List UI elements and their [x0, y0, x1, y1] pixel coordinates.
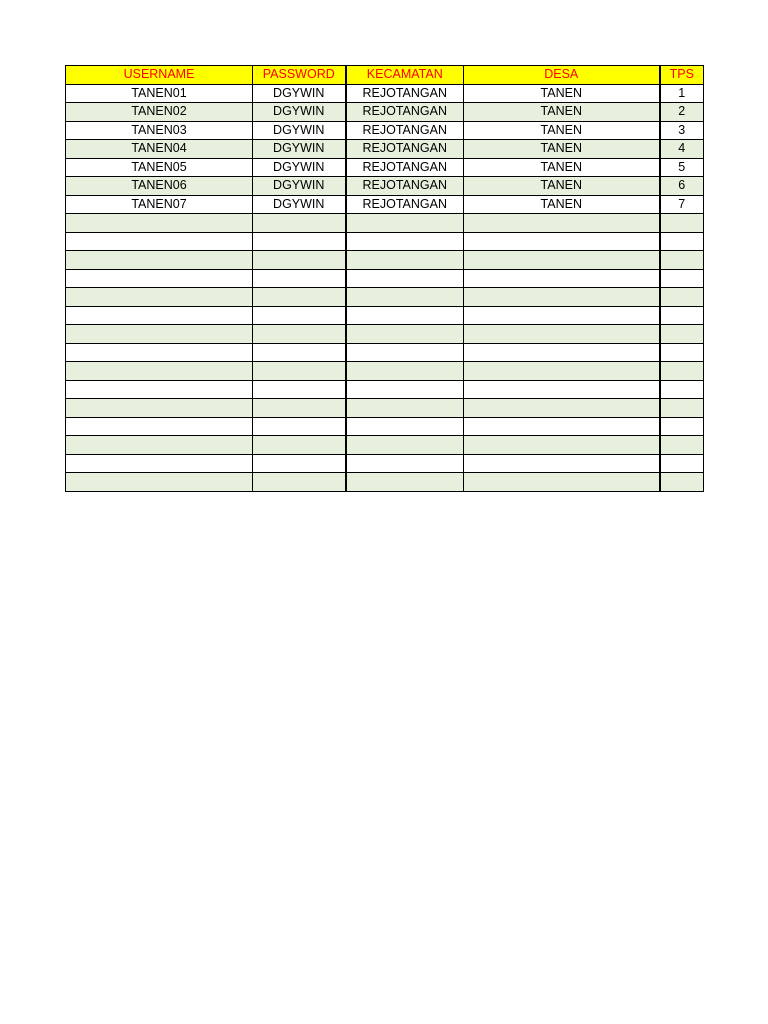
credentials-table [65, 65, 704, 492]
table-row [66, 362, 704, 381]
kecamatan-cell [346, 288, 464, 307]
table-row [66, 121, 704, 140]
password-cell [253, 251, 346, 270]
tps-cell [660, 343, 704, 362]
table-row [66, 473, 704, 492]
table-row [66, 158, 704, 177]
table-row [66, 251, 704, 270]
username-cell [66, 251, 253, 270]
desa-cell: TANEN [464, 195, 660, 214]
kecamatan-cell [346, 269, 464, 288]
username-cell: TANEN07 [66, 195, 253, 214]
tps-cell [660, 251, 704, 270]
tps-cell [660, 473, 704, 492]
username-cell: TANEN06 [66, 177, 253, 196]
desa-cell [464, 343, 660, 362]
password-cell: DGYWIN [253, 140, 346, 159]
tps-cell: 3 [660, 121, 704, 140]
desa-cell [464, 306, 660, 325]
kecamatan-cell: REJOTANGAN [346, 195, 464, 214]
kecamatan-cell [346, 399, 464, 418]
password-cell: DGYWIN [253, 103, 346, 122]
table-row [66, 84, 704, 103]
username-cell [66, 454, 253, 473]
table-row [66, 288, 704, 307]
password-cell [253, 288, 346, 307]
table-row [66, 436, 704, 455]
kecamatan-cell [346, 232, 464, 251]
kecamatan-cell [346, 343, 464, 362]
desa-cell [464, 288, 660, 307]
table-row [66, 214, 704, 233]
password-cell [253, 399, 346, 418]
desa-cell: TANEN [464, 158, 660, 177]
tps-cell [660, 214, 704, 233]
password-cell [253, 362, 346, 381]
password-cell: DGYWIN [253, 177, 346, 196]
kecamatan-cell [346, 251, 464, 270]
desa-cell: TANEN [464, 103, 660, 122]
password-cell: DGYWIN [253, 121, 346, 140]
password-cell [253, 380, 346, 399]
tps-cell [660, 380, 704, 399]
table-row [66, 399, 704, 418]
tps-cell: 2 [660, 103, 704, 122]
table-row [66, 417, 704, 436]
table-row [66, 232, 704, 251]
kecamatan-cell [346, 362, 464, 381]
header-password: PASSWORD [253, 66, 346, 85]
header-kecamatan: KECAMATAN [346, 66, 464, 85]
password-cell [253, 306, 346, 325]
table-row [66, 140, 704, 159]
header-username: USERNAME [66, 66, 253, 85]
desa-cell [464, 473, 660, 492]
username-cell [66, 380, 253, 399]
desa-cell [464, 269, 660, 288]
username-cell [66, 343, 253, 362]
tps-cell: 5 [660, 158, 704, 177]
table-row [66, 195, 704, 214]
table-row [66, 380, 704, 399]
tps-cell [660, 417, 704, 436]
desa-cell [464, 454, 660, 473]
tps-cell [660, 399, 704, 418]
desa-cell: TANEN [464, 140, 660, 159]
username-cell [66, 473, 253, 492]
kecamatan-cell [346, 473, 464, 492]
password-cell [253, 232, 346, 251]
header-row [66, 66, 704, 85]
username-cell [66, 436, 253, 455]
password-cell [253, 269, 346, 288]
table-row [66, 325, 704, 344]
password-cell [253, 325, 346, 344]
password-cell: DGYWIN [253, 195, 346, 214]
tps-cell [660, 362, 704, 381]
username-cell: TANEN03 [66, 121, 253, 140]
desa-cell: TANEN [464, 121, 660, 140]
username-cell [66, 417, 253, 436]
kecamatan-cell [346, 380, 464, 399]
tps-cell [660, 288, 704, 307]
desa-cell [464, 325, 660, 344]
tps-cell [660, 232, 704, 251]
table-row [66, 269, 704, 288]
tps-cell: 6 [660, 177, 704, 196]
username-cell: TANEN02 [66, 103, 253, 122]
password-cell: DGYWIN [253, 158, 346, 177]
password-cell [253, 473, 346, 492]
kecamatan-cell: REJOTANGAN [346, 121, 464, 140]
username-cell [66, 288, 253, 307]
desa-cell [464, 251, 660, 270]
password-cell [253, 417, 346, 436]
username-cell [66, 214, 253, 233]
tps-cell [660, 436, 704, 455]
tps-cell [660, 269, 704, 288]
table-row [66, 454, 704, 473]
kecamatan-cell [346, 306, 464, 325]
password-cell [253, 214, 346, 233]
tps-cell: 7 [660, 195, 704, 214]
desa-cell [464, 362, 660, 381]
kecamatan-cell: REJOTANGAN [346, 140, 464, 159]
table-row [66, 343, 704, 362]
desa-cell [464, 399, 660, 418]
password-cell [253, 343, 346, 362]
username-cell [66, 325, 253, 344]
table-row [66, 177, 704, 196]
username-cell [66, 362, 253, 381]
password-cell: DGYWIN [253, 84, 346, 103]
table-row [66, 103, 704, 122]
kecamatan-cell: REJOTANGAN [346, 158, 464, 177]
username-cell [66, 306, 253, 325]
username-cell [66, 232, 253, 251]
desa-cell [464, 214, 660, 233]
password-cell [253, 436, 346, 455]
username-cell: TANEN04 [66, 140, 253, 159]
kecamatan-cell [346, 454, 464, 473]
kecamatan-cell [346, 417, 464, 436]
tps-cell [660, 454, 704, 473]
kecamatan-cell: REJOTANGAN [346, 84, 464, 103]
username-cell: TANEN01 [66, 84, 253, 103]
kecamatan-cell [346, 214, 464, 233]
header-tps: TPS [660, 66, 704, 85]
username-cell [66, 269, 253, 288]
tps-cell [660, 306, 704, 325]
tps-cell: 4 [660, 140, 704, 159]
desa-cell [464, 232, 660, 251]
password-cell [253, 454, 346, 473]
desa-cell [464, 380, 660, 399]
desa-cell: TANEN [464, 84, 660, 103]
tps-cell [660, 325, 704, 344]
kecamatan-cell [346, 436, 464, 455]
desa-cell: TANEN [464, 177, 660, 196]
header-desa: DESA [464, 66, 660, 85]
desa-cell [464, 436, 660, 455]
kecamatan-cell: REJOTANGAN [346, 103, 464, 122]
tps-cell: 1 [660, 84, 704, 103]
kecamatan-cell: REJOTANGAN [346, 177, 464, 196]
username-cell [66, 399, 253, 418]
table-row [66, 306, 704, 325]
username-cell: TANEN05 [66, 158, 253, 177]
desa-cell [464, 417, 660, 436]
kecamatan-cell [346, 325, 464, 344]
